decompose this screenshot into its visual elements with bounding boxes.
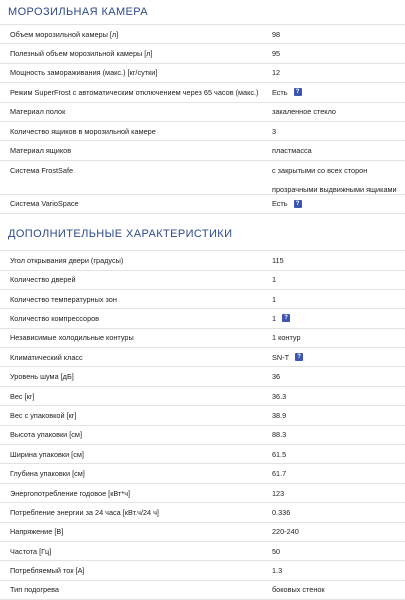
spec-row (0, 25, 405, 44)
extra-spec-table (0, 250, 405, 600)
spec-row (0, 271, 405, 290)
spec-label: Количество ящиков в морозильной камере (10, 126, 156, 136)
spec-value: 36 (272, 372, 281, 382)
spec-row (0, 348, 405, 367)
spec-value: 95 (272, 49, 281, 59)
spec-label: Напряжение [В] (10, 527, 64, 537)
spec-value: 220-240 (272, 527, 299, 537)
spec-label: Количество компрессоров (10, 313, 100, 323)
spec-value: 3 (272, 126, 277, 136)
freezer-section-title: МОРОЗИЛЬНАЯ КАМЕРА (8, 6, 149, 18)
spec-row (0, 251, 405, 270)
spec-row (0, 44, 405, 63)
spec-label: Режим SuperFrost с автоматическим отключением через 65 часов (макс.) (10, 87, 259, 97)
help-icon[interactable]: ? (294, 200, 302, 208)
spec-label: Угол открывания двери (градусы) (10, 255, 124, 265)
spec-value: с закрытыми со всех сторон (272, 165, 368, 175)
spec-row (0, 523, 405, 542)
freezer-section (0, 0, 405, 214)
spec-value: 88.3 (272, 430, 287, 440)
spec-label: Высота упаковки [см] (10, 430, 82, 440)
spec-row (0, 542, 405, 561)
spec-label: Материал полок (10, 107, 66, 117)
spec-label: Количество дверей (10, 275, 76, 285)
spec-value: закаленное стекло (272, 107, 336, 117)
spec-label: Потребляемый ток [А] (10, 566, 85, 576)
spec-label: Количество температурных зон (10, 294, 117, 304)
spec-label: Независимые холодильные контуры (10, 333, 134, 343)
help-icon[interactable]: ? (295, 353, 303, 361)
spec-value: 1 контур (272, 333, 301, 343)
spec-value: 36.3 (272, 391, 287, 401)
spec-row (0, 290, 405, 309)
spec-label: Потребление энергии за 24 часа [кВт.ч/24 ч] (10, 507, 159, 517)
spec-value: боковых стенок (272, 585, 325, 595)
spec-row (0, 83, 405, 102)
spec-row (0, 309, 405, 328)
spec-label: Частота [Гц] (10, 546, 52, 556)
spec-row (0, 445, 405, 464)
spec-value: 1.3 (272, 566, 283, 576)
spec-value: SN-T (272, 352, 290, 362)
spec-row (0, 387, 405, 406)
extra-section-title: ДОПОЛНИТЕЛЬНЫЕ ХАРАКТЕРИСТИКИ (8, 228, 233, 241)
spec-row (0, 122, 405, 141)
spec-value: 123 (272, 488, 285, 498)
spec-row (0, 464, 405, 483)
spec-label: Вес [кг] (10, 391, 35, 401)
spec-row (0, 561, 405, 580)
spec-value: 1 (272, 313, 277, 323)
spec-label: Глубина упаковки [см] (10, 469, 85, 479)
spec-row (0, 406, 405, 425)
spec-value: Есть (272, 199, 288, 209)
spec-label: Мощность замораживания (макс.) [кг/сутки] (10, 68, 158, 78)
spec-value: 115 (272, 255, 284, 265)
spec-row (0, 581, 405, 600)
spec-row (0, 103, 405, 122)
spec-value: 1 (272, 294, 277, 304)
spec-label: Полезный объем морозильной камеры [л] (10, 49, 153, 59)
spec-value: 38.9 (272, 410, 287, 420)
spec-row (0, 367, 405, 386)
spec-label: Энергопотребление годовое [кВт*ч] (10, 488, 131, 498)
spec-row (0, 161, 405, 195)
spec-value-line2: прозрачными выдвижными ящиками (272, 184, 397, 194)
spec-value: 98 (272, 29, 281, 39)
spec-label: Система FrostSafe (10, 165, 74, 175)
spec-value: пластмасса (272, 146, 312, 156)
spec-value: Есть (272, 87, 288, 97)
spec-label: Объем морозильной камеры [л] (10, 29, 119, 39)
spec-row (0, 484, 405, 503)
spec-row (0, 141, 405, 160)
spec-label: Материал ящиков (10, 146, 72, 156)
spec-value: 61.7 (272, 469, 287, 479)
spec-row (0, 426, 405, 445)
spec-value: 0.336 (272, 507, 291, 517)
spec-row (0, 64, 405, 83)
spec-row (0, 195, 405, 214)
spec-label: Тип подогрева (10, 585, 59, 595)
spec-row (0, 329, 405, 348)
help-icon[interactable]: ? (294, 88, 302, 96)
spec-label: Климатический класс (10, 352, 83, 362)
spec-label: Ширина упаковки [см] (10, 449, 84, 459)
spec-value: 12 (272, 68, 281, 78)
spec-label: Уровень шума [дБ] (10, 372, 74, 382)
spec-value: 50 (272, 546, 281, 556)
spec-label: Вес с упаковкой [кг] (10, 410, 77, 420)
spec-label: Система VarioSpace (10, 199, 79, 209)
freezer-spec-table (0, 24, 405, 214)
extra-section (0, 214, 405, 600)
spec-row (0, 503, 405, 522)
spec-value: 1 (272, 275, 277, 285)
spec-value: 61.5 (272, 449, 287, 459)
help-icon[interactable]: ? (282, 314, 290, 322)
